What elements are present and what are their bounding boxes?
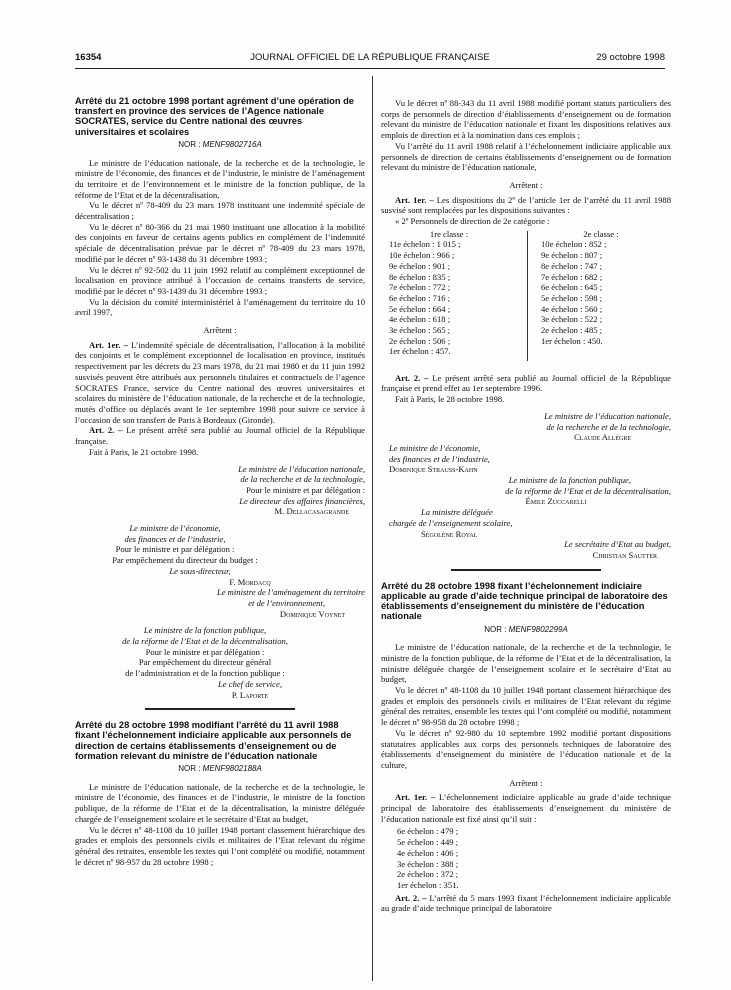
sig-line: Par empêchement du directeur du budget : [112, 555, 258, 566]
echelon-row: 10e échelon : 852 ; [541, 239, 607, 250]
sig-line: La ministre déléguée [421, 507, 493, 518]
sig-line: de l’administration et de la fonction publique : [125, 668, 285, 679]
arrete2-quote: « 2º Personnels de direction de 2e catégorie : [395, 216, 550, 227]
echelon-row: 4e échelon : 618 ; [389, 314, 451, 325]
sig-line: de la recherche et de la technologie, [546, 421, 671, 432]
header-rule [75, 68, 665, 69]
echelon-row: 9e échelon : 901 ; [389, 260, 451, 271]
signatory-name: Émile Zuccarelli [525, 496, 587, 507]
arrete2-preamble: Le ministre de l’éducation nationale, de la recherche et de la technologie, le ministre de l’économie, des finances et de l’industrie, le ministre de la fonction publique, de la réforme de l’Etat et de la décentralisation, la ministre déléguée chargée de l’enseignement scolaire et le secrétaire d’Etat au budget, [75, 781, 365, 824]
echelon-row: 5e échelon : 664 ; [389, 303, 451, 314]
arrete2-fait: Fait à Paris, le 28 octobre 1998. [395, 394, 505, 405]
echelon-row: 3e échelon : 388 ; [397, 858, 459, 869]
echelon-row: 6e échelon : 645 ; [541, 282, 603, 293]
signatory-name: Dominique Voynet [279, 608, 345, 619]
signatory-name: Ségolène Royal [421, 528, 478, 539]
class2-head: 2e classe : [583, 228, 619, 239]
arrete2-article-1: Art. 1er. – Les dispositions du 2º de l’article 1er de l’arrêté du 11 avril 1988 susvisé sont remplacées par les dispositions suivantes : [381, 194, 671, 216]
sig-line: Le directeur des affaires financières, [239, 495, 365, 506]
arrete3-article-1: Art. 1er. – L’échelonnement indiciaire applicable au grade d’aide technique principal de laboratoire des établissements d’enseignement du ministère de l’éducation nationale est fixé ainsi qu’il suit : [381, 792, 671, 824]
arrete3-visa: Vu le décret nº 48-1108 du 10 juillet 1948 portant classement hiérarchique des grades et emplois des personnels civils et militaires de l’Etat relevant du régime général des retraites, ensemble les textes qui l’ont complété ou modifié, notamment le décret nº 98-958 du 28 octobre 1998 ; [381, 685, 671, 728]
issue-date: 29 octobre 1998 [596, 52, 665, 63]
sig-line: Le sous-directeur, [169, 565, 231, 576]
arrete3-visa: Vu le décret nº 92-980 du 10 septembre 1992 modifié portant dispositions statutaires applicables aux corps des personnels techniques de laboratoire des établissements d’enseignement du ministère de l’éducation nationale et de la culture, [381, 727, 671, 770]
left-column [75, 96, 365, 867]
sig-line: de la réforme de l’Etat et de la décentralisation, [505, 485, 671, 496]
echelon-row: 1er échelon : 450. [541, 335, 603, 346]
signatory-name: Christian Sautter [592, 549, 657, 560]
arrete1-article-1: Art. 1er. – L’indemnité spéciale de décentralisation, l’allocation à la mobilité des conjoints et le complément exceptionnel de localisation en province, institués respectivement par les décrets du 23 mars 1978, du 21 mai 1980 et du 11 juin 1992 susvisés peuvent être attribués aux personnels titulaires et contractuels de l’agence SOCRATES France, service du Centre national des œuvres universitaires et scolaires du ministère de l’éducation nationale, de la recherche et de la technologie, mutés d’office ou déplacés avant le 1er septembre 1998 pour suivre ce service à l’occasion de son transfert de Paris à Bordeaux (Gironde). [75, 339, 365, 425]
echelon-row: 11e échelon : 1 015 ; [389, 239, 461, 250]
page-header [75, 53, 665, 67]
sig-line: Le secrétaire d’Etat au budget, [564, 539, 671, 550]
sig-line: de la recherche et de la technologie, [240, 474, 365, 485]
arrete2-visa: Vu le décret nº 48-1108 du 10 juillet 1948 portant classement hiérarchique des grades et emplois des personnels civils et militaires de l’Etat relevant du régime général des retraites, ensemble les textes qui l’ont complété ou modifié, notamment le décret nº 98-957 du 28 octobre 1998 ; [75, 824, 365, 867]
sig-line: des finances et de l’industrie, [389, 453, 490, 464]
echelon-row: 8e échelon : 835 ; [389, 271, 451, 282]
arrete3-title: Arrêté du 28 octobre 1998 fixant l’échelonnement indiciaire applicable au grade d’aide technique principal de laboratoire des établissements d’enseignement du ministère de l’éducation nationale [381, 580, 668, 622]
class2-column [541, 229, 661, 347]
echelon-row: 5e échelon : 449 ; [397, 837, 459, 848]
arrete1-arretent: Arrêtent : [203, 325, 237, 336]
echelon-row: 4e échelon : 560 ; [541, 303, 603, 314]
echelon-row: 1er échelon : 457. [389, 346, 451, 357]
echelon-row: 3e échelon : 522 ; [541, 314, 603, 325]
sig-line: Pour le ministre et par délégation : [246, 484, 365, 495]
arrete1-article-2: Art. 2. – Le présent arrêté sera publié au Journal officiel de la République française. [75, 425, 365, 447]
arrete1-visa: Vu le décret nº 92-502 du 11 juin 1992 relatif au complément exceptionnel de localisation en province attribué à l’occasion de certains transferts de service, modifié par le décret nº 93-1439 du 31 décembre 1993 ; [75, 264, 365, 296]
sig-line: Le ministre de l’économie, [129, 523, 221, 534]
table-divider [527, 231, 528, 361]
class1-column [389, 229, 509, 357]
arrete2-visa: Vu l’arrêté du 11 avril 1988 relatif à l’échelonnement indiciaire applicable aux personnels de direction de certains établissements d’enseignement ou de formation relevant du ministre de l’éducation nationale, [381, 140, 671, 173]
class1-head: 1re classe : [429, 228, 469, 239]
arrete3-preamble: Le ministre de l’éducation nationale, de la recherche et de la technologie, le ministre de la fonction publique, de la réforme de l’Etat et de la décentralisation, la ministre déléguée chargée de l’enseignement scolaire et le secrétaire d’Etat au budget, [381, 642, 671, 685]
arrete3-article-2: Art. 2. – L’arrêté du 5 mars 1993 fixant l’échelonnement indiciaire applicable au grade d’aide technique principal de laboratoire [381, 892, 671, 914]
echelon-row: 4e échelon : 406 ; [397, 847, 459, 858]
sig-line: Pour le ministre et par délégation : [145, 646, 265, 657]
arrete2-nor: NOR : MENF9802188A [178, 764, 262, 774]
echelon-row: 7e échelon : 682 ; [541, 271, 603, 282]
sig-line: Le ministre de l’aménagement du territoire [216, 587, 365, 598]
sig-line: Le ministre de l’éducation nationale, [238, 463, 365, 474]
echelon-row: 6e échelon : 716 ; [389, 292, 451, 303]
arrete1-title: Arrêté du 21 octobre 1998 portant agrément d’une opération de transfert en province des services de l’Agence nationale SOCRATES, service du Centre national des œuvres universitaires et scolaires [75, 96, 354, 137]
signatory-name: Claude Allègre [574, 432, 631, 443]
arrete2-title: Arrêté du 28 octobre 1998 modifiant l’arrêté du 11 avril 1988 fixant l’échelonnement indiciaire applicable aux personnels de direction de certains établissements d’enseignement ou de formation relevant du ministre de l’éducation nationale [75, 720, 352, 761]
signatory-name: P. Laporte [231, 689, 269, 700]
sig-line: Le ministre de l’éducation nationale, [544, 410, 671, 421]
section-separator [145, 708, 295, 710]
signatory-name: M. Dellacasagrande [274, 506, 349, 517]
sig-line: Le ministre de la fonction publique, [508, 475, 631, 486]
sig-line: Le chef de service, [218, 678, 282, 689]
echelon-row: 6e échelon : 479 ; [397, 826, 459, 837]
page-number: 16354 [75, 52, 102, 63]
echelon-row: 2e échelon : 485 ; [541, 325, 603, 336]
arrete3-arretent: Arrêtent : [509, 777, 543, 788]
sig-line: Le ministre de l’économie, [389, 442, 481, 453]
sig-line: chargée de l’enseignement scolaire, [389, 517, 513, 528]
arrete2-arretent: Arrêtent : [509, 179, 543, 190]
arrete2-visa: Vu le décret nº 88-343 du 11 avril 1988 modifié portant statuts particuliers des corps de personnels de direction d’établissements d’enseignement ou de formation relevant du ministre de l’éducation nationale et fixant les dispositions relatives aux emplois de direction et à la nomination dans ces emplois ; [381, 98, 671, 141]
sig-line: des finances et de l’industrie, [124, 533, 226, 544]
signatory-name: F. Mordacq [229, 576, 271, 587]
echelon-row: 7e échelon : 772 ; [389, 282, 451, 293]
echelon-row: 5e échelon : 598 ; [541, 292, 603, 303]
column-divider [372, 76, 373, 981]
journal-title: JOURNAL OFFICIEL DE LA RÉPUBLIQUE FRANÇAISE [250, 52, 490, 63]
right-column [381, 98, 671, 914]
section-separator [451, 569, 601, 571]
echelon-row: 9e échelon : 807 ; [541, 250, 603, 261]
arrete1-nor: NOR : MENF9802716A [178, 139, 262, 149]
sig-line: de la réforme de l’Etat et de la décentralisation, [122, 636, 288, 647]
echelon-row: 1er échelon : 351. [397, 879, 459, 890]
sig-line: Par empêchement du directeur général [138, 657, 272, 668]
echelon-row: 10e échelon : 966 ; [389, 250, 455, 261]
echelon-row: 2e échelon : 506 ; [389, 335, 451, 346]
arrete1-visa: Vu la décision du comité interministériel à l’aménagement du territoire du 10 avril 1997, [75, 296, 365, 318]
signatory-name: Dominique Strauss-Kahn [389, 464, 478, 475]
sig-line: Le ministre de la fonction publique, [143, 625, 267, 636]
arrete1-visa: Vu le décret nº 78-409 du 23 mars 1978 instituant une indemnité spéciale de décentralisation ; [75, 200, 365, 222]
arrete1-preamble: Le ministre de l’éducation nationale, de la recherche et de la technologie, le ministre de l’économie, des finances et de l’industrie, le ministre de l’aménagement du territoire et de l’environnement et le ministre de la fonction publique, de la réforme de l’Etat et de la décentralisation, [75, 157, 365, 200]
echelon-table [381, 229, 671, 369]
arrete2-article-2: Art. 2. – Le présent arrêté sera publié au Journal officiel de la République française et prend effet au 1er septembre 1996. [381, 372, 671, 394]
echelon-list [397, 826, 671, 890]
echelon-row: 8e échelon : 747 ; [541, 260, 603, 271]
echelon-row: 2e échelon : 372 ; [397, 869, 459, 880]
echelon-row: 3e échelon : 565 ; [389, 325, 451, 336]
arrete1-fait: Fait à Paris, le 21 octobre 1998. [89, 446, 199, 457]
arrete1-visa: Vu le décret nº 80-366 du 21 mai 1980 instituant une allocation à la mobilité des conjoints en faveur de certains agents publics en complément de l’indemnité spéciale de décentralisation prévue par le décret nº 78-409 du 23 mars 1978, modifié par le décret nº 93-1438 du 31 décembre 1993 ; [75, 221, 365, 264]
sig-line: Pour le ministre et par délégation : [115, 544, 235, 555]
arrete3-nor: NOR : MENF9802299A [484, 624, 568, 634]
sig-line: et de l’environnement, [248, 597, 325, 608]
